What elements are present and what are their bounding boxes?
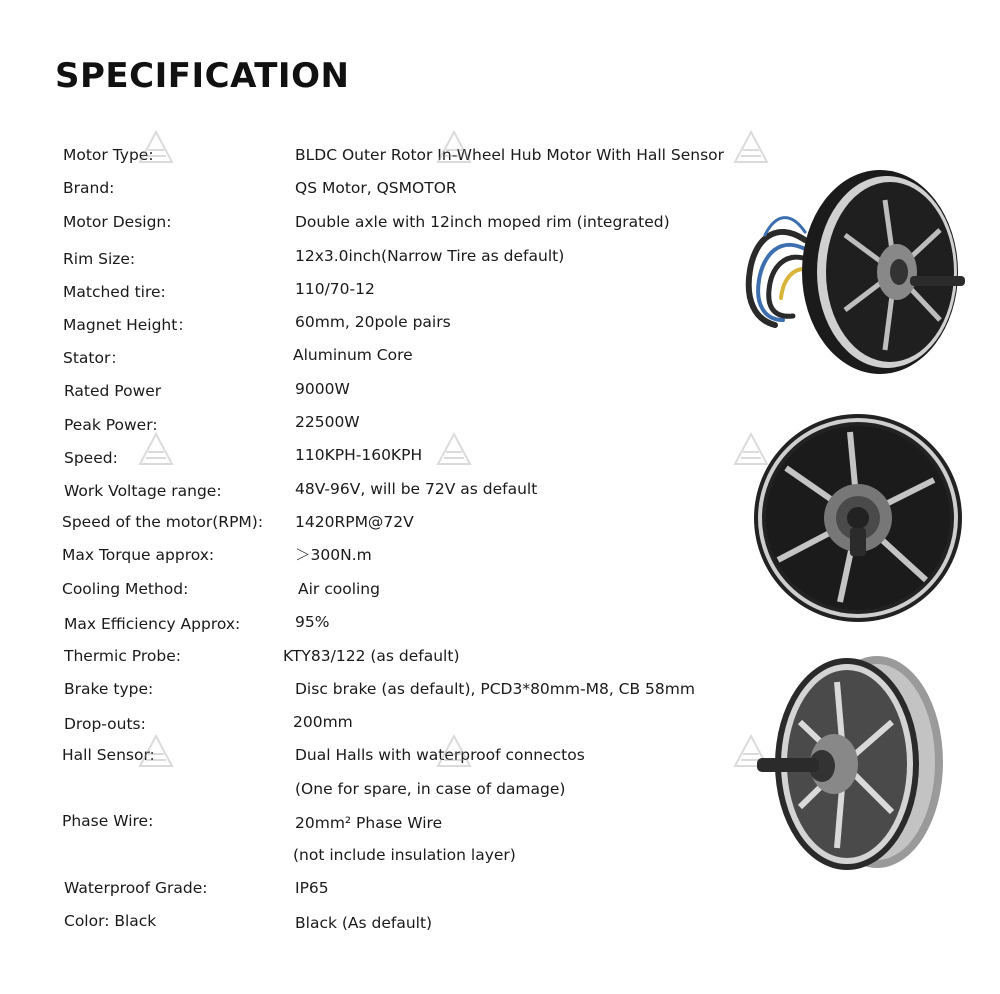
spec-label: Rim Size: [63,250,136,268]
spec-row-waterproof [0,878,760,908]
spec-row-work-voltage [0,479,760,509]
spec-row-speed [0,445,760,475]
spec-row-stator [0,345,760,375]
spec-value: 110KPH-160KPH [295,446,423,464]
spec-value: Aluminum Core [293,346,413,364]
spec-value: KTY83/122 (as default) [283,647,460,665]
spec-label: Brand: [63,179,115,197]
spec-label: Thermic Probe: [64,647,181,665]
spec-label: Max Efficiency Approx: [64,615,241,633]
spec-value: 60mm, 20pole pairs [295,313,451,331]
hub-motor-photo-angled [735,160,970,382]
spec-value: Air cooling [298,580,380,598]
spec-value: BLDC Outer Rotor In-Wheel Hub Motor With Hall Sensor [295,146,725,164]
spec-row-motor-speed [0,512,760,542]
spec-label: Motor Design: [63,213,172,231]
spec-row-hall-sensor [0,745,760,775]
spec-label: Drop-outs: [64,715,146,733]
spec-value: 48V-96V, will be 72V as default [295,480,538,498]
spec-row-motor-design [0,212,760,242]
spec-label: Speed of the motor(RPM): [62,513,264,531]
spec-value: 20mm² Phase Wire [295,814,443,832]
spec-value: Dual Halls with waterproof connectos [295,746,585,764]
spec-label: Max Torque approx: [62,546,215,564]
spec-label: Work Voltage range: [64,482,222,500]
spec-label: Phase Wire: [62,812,154,830]
spec-value: 95% [295,613,330,631]
spec-row-max-torque [0,545,760,575]
spec-label: Stator： [63,349,126,367]
spec-label: Peak Power: [64,416,158,434]
spec-row-motor-type [0,145,760,175]
spec-row-peak-power [0,412,760,442]
spec-label: Cooling Method: [62,580,189,598]
spec-row-hall-sensor-note [0,779,760,809]
spec-row-brake-type [0,679,760,709]
spec-value: Disc brake (as default), PCD3*80mm-M8, CB 58mm [295,680,695,698]
spec-value: Black (As default) [295,914,433,932]
spec-row-cooling [0,579,760,609]
spec-row-drop-outs [0,712,760,742]
spec-row-max-efficiency [0,612,760,642]
spec-row-rim-size [0,246,760,276]
spec-value: 1420RPM@72V [295,513,414,531]
spec-label: Rated Power [64,382,162,400]
spec-row-magnet-height [0,312,760,342]
spec-value: (One for spare, in case of damage) [295,780,566,798]
spec-row-rated-power [0,379,760,409]
spec-value: IP65 [295,879,329,897]
watermark-logo-icon [138,734,174,770]
spec-label: Matched tire: [63,283,166,301]
spec-value: Double axle with 12inch moped rim (integrated) [295,213,670,231]
spec-value: 22500W [295,413,360,431]
spec-value: ＞300N.m [295,546,372,564]
watermark-logo-icon [436,734,472,770]
spec-row-phase-wire [0,811,760,841]
spec-label: Speed: [64,449,118,467]
page-title: SPECIFICATION [55,56,350,96]
spec-label: Color: Black [64,912,157,930]
spec-value: 110/70-12 [295,280,375,298]
watermark-logo-icon [138,432,174,468]
watermark-logo-icon [436,130,472,166]
spec-value: QS Motor, QSMOTOR [295,179,457,197]
spec-value: (not include insulation layer) [293,846,516,864]
spec-value: 12x3.0inch(Narrow Tire as default) [295,247,565,265]
spec-row-thermic-probe [0,646,760,676]
spec-row-matched-tire [0,279,760,309]
spec-row-phase-wire-note [0,845,760,875]
spec-row-brand [0,178,760,208]
spec-label: Brake type: [64,680,154,698]
watermark-logo-icon [138,130,174,166]
spec-label: Motor Type: [63,146,154,164]
spec-label: Magnet Height： [63,316,193,334]
watermark-logo-icon [436,432,472,468]
spec-row-color [0,911,760,941]
spec-label: Waterproof Grade: [64,879,208,897]
hub-motor-photo-side [752,652,947,877]
spec-value: 200mm [293,713,353,731]
hub-motor-photo-front [750,410,970,625]
spec-label: Hall Sensor: [62,746,155,764]
spec-value: 9000W [295,380,350,398]
